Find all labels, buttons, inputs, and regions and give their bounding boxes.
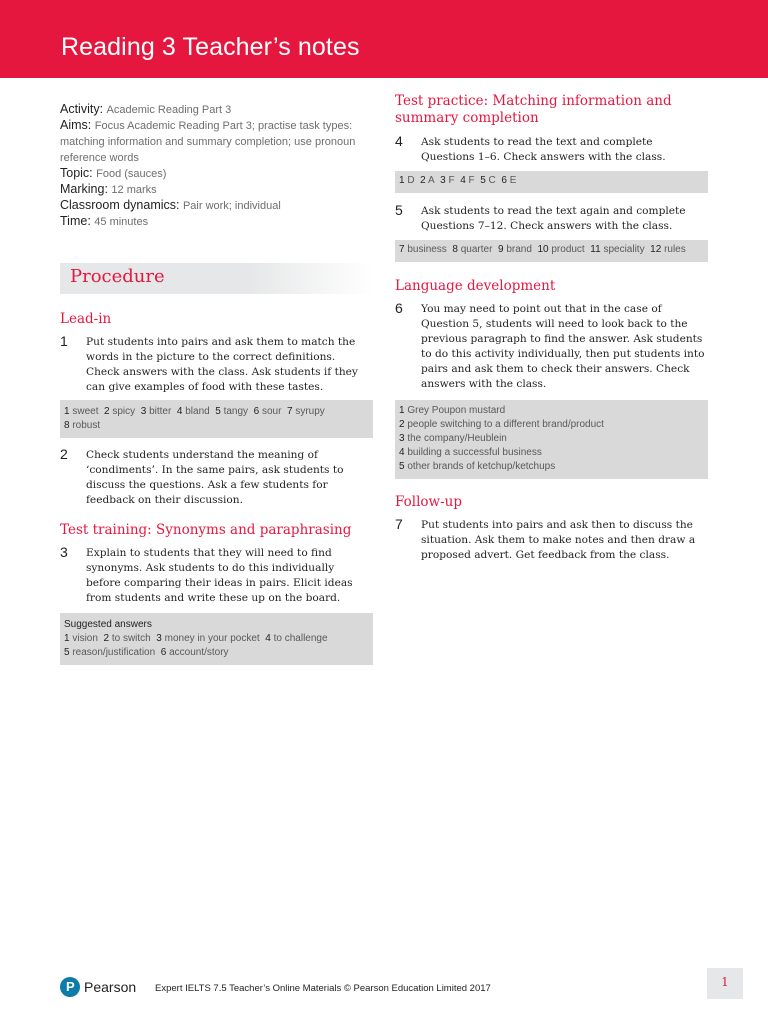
answer-text: vision	[72, 633, 98, 644]
answer-number: 8	[64, 420, 70, 431]
answer-number: 5	[480, 175, 486, 186]
answer-number: 3	[156, 633, 162, 644]
answer-text: business	[407, 244, 447, 255]
step-7	[395, 516, 708, 564]
answer-text: E	[509, 175, 517, 186]
answer-text: building a successful business	[407, 447, 542, 458]
followup-heading: Follow-up	[395, 494, 462, 510]
answer-text: to challenge	[273, 633, 328, 644]
answer-line	[399, 243, 704, 257]
answer-text: money in your pocket	[164, 633, 260, 644]
step-5	[395, 202, 708, 236]
answer-number: 5	[399, 461, 405, 472]
answer-number: 5	[64, 647, 70, 658]
practice-heading	[395, 93, 708, 127]
answer-number: 4	[176, 406, 183, 417]
answer-line	[399, 446, 704, 460]
practice-heading-line: Test practice: Matching information and	[395, 93, 672, 109]
answer-text: sweet	[72, 406, 99, 417]
answer-number: 1	[64, 406, 70, 417]
step-number: 7	[395, 516, 403, 532]
step-number: 5	[395, 202, 403, 218]
answer-number: 6	[160, 647, 167, 658]
procedure-banner	[60, 263, 373, 294]
pearson-logo-letter: P	[66, 979, 75, 994]
step-number: 2	[60, 446, 68, 462]
answer-line	[399, 418, 704, 432]
page-header	[0, 0, 768, 78]
activity-label: Activity:	[60, 102, 104, 116]
answer-text: brand	[506, 244, 532, 255]
time-row	[60, 214, 373, 230]
answer-line	[64, 405, 369, 419]
topic-label: Topic:	[60, 166, 93, 180]
answer-text: Grey Poupon mustard	[407, 405, 506, 416]
procedure-title: Procedure	[70, 266, 165, 287]
answer-number: 1	[399, 405, 405, 416]
language-answers-box	[395, 400, 708, 479]
step-text: Put students into pairs and ask them to match the words in the picture to the correct definitions. Check answers with the class. Ask students if they can give examples of food with these tastes.	[86, 336, 358, 393]
step-number: 1	[60, 333, 68, 349]
answer-text: quarter	[460, 244, 493, 255]
footer-copyright: Expert IELTS 7.5 Teacher’s Online Materials © Pearson Education Limited 2017	[155, 983, 491, 994]
step-2	[60, 446, 373, 508]
answer-number: 10	[537, 244, 549, 255]
page-number: 1	[721, 975, 729, 989]
pearson-brand: Pearson	[84, 979, 137, 995]
step-text: You may need to point out that in the case of Question 5, students will need to look back to the previous paragraph to find the answer. Ask students to do this activity individually, then put students into pairs and ask them to check their answers. Check answers with the class.	[421, 303, 705, 390]
answer-text: syrupy	[295, 406, 325, 417]
answer-text: D	[407, 175, 415, 186]
answer-number: 1	[399, 175, 405, 186]
practice-answers-box-1	[395, 171, 708, 193]
time-label: Time:	[60, 214, 91, 228]
dynamics-row	[60, 198, 373, 214]
answer-number: 4	[399, 447, 405, 458]
step-number: 4	[395, 133, 403, 149]
marking-label: Marking:	[60, 182, 108, 196]
step-number: 6	[395, 300, 403, 316]
answer-number: 8	[452, 244, 458, 255]
step-1	[60, 333, 373, 393]
answer-number: 9	[497, 244, 504, 255]
practice-heading-line: summary completion	[395, 110, 539, 126]
time-value: 45 minutes	[94, 216, 149, 228]
answer-text: people switching to a different brand/product	[407, 419, 604, 430]
topic-value: Food (sauces)	[96, 168, 167, 180]
answer-text: F	[448, 175, 455, 186]
page-title: Reading 3 Teacher’s notes	[61, 33, 360, 61]
dynamics-label: Classroom dynamics:	[60, 198, 180, 212]
aims-value: Focus Academic Reading Part 3; practise task types: matching information and summary completion; use pronoun reference words	[60, 120, 356, 164]
aims-row	[60, 118, 373, 166]
answer-number: 3	[440, 175, 446, 186]
answer-number: 4	[460, 175, 466, 186]
answer-line	[64, 419, 369, 433]
answer-text: A	[427, 175, 435, 186]
training-answers-box	[60, 613, 373, 665]
answer-number: 12	[650, 244, 662, 255]
answer-text: rules	[664, 244, 686, 255]
answer-text: sour	[261, 406, 282, 417]
answer-text: the company/Heublein	[407, 433, 507, 444]
answer-text: account/story	[169, 647, 229, 658]
step-number: 3	[60, 544, 68, 560]
answer-number: 2	[420, 175, 426, 186]
answer-number: 5	[215, 406, 221, 417]
answer-number: 1	[64, 633, 70, 644]
step-6	[395, 300, 708, 392]
step-text: Explain to students that they will need to find synonyms. Ask students to do this individually before comparing their ideas in pairs. Elicit ideas from students and write these up on the board.	[86, 547, 353, 604]
answer-text: speciality	[603, 244, 645, 255]
answer-number: 3	[140, 406, 147, 417]
language-heading: Language development	[395, 278, 556, 294]
topic-row	[60, 166, 373, 182]
step-text: Ask students to read the text again and complete Questions 7–12. Check answers with the class.	[421, 205, 686, 232]
practice-answers-box-2	[395, 240, 708, 262]
answer-number: 6	[253, 406, 260, 417]
answer-line	[399, 404, 704, 418]
answer-number: 7	[399, 244, 405, 255]
activity-info	[60, 102, 373, 230]
step-text: Ask students to read the text and complete Questions 1–6. Check answers with the class.	[421, 136, 666, 163]
answer-line	[64, 646, 369, 660]
answer-number: 4	[265, 633, 271, 644]
answer-line	[399, 432, 704, 446]
answer-text: reason/justification	[72, 647, 156, 658]
leadin-heading: Lead-in	[60, 311, 112, 327]
answer-text: spicy	[112, 406, 136, 417]
answer-text: C	[488, 175, 496, 186]
answer-text: F	[468, 175, 475, 186]
leadin-answers-box	[60, 400, 373, 438]
answer-text: robust	[72, 420, 101, 431]
answer-number: 2	[104, 406, 110, 417]
pearson-logo-icon	[60, 977, 80, 997]
answer-number: 6	[501, 175, 507, 186]
answer-line	[399, 174, 704, 188]
answer-number: 7	[286, 406, 293, 417]
suggested-answers-label: Suggested answers	[64, 619, 152, 630]
answer-text: bitter	[149, 406, 172, 417]
step-4	[395, 133, 708, 167]
activity-row	[60, 102, 373, 118]
answer-line	[399, 460, 704, 474]
answer-number: 2	[399, 419, 405, 430]
marking-row	[60, 182, 373, 198]
answer-line	[64, 632, 369, 646]
answer-number: 11	[590, 244, 601, 255]
aims-label: Aims:	[60, 118, 92, 132]
activity-value: Academic Reading Part 3	[106, 104, 232, 116]
answer-number: 2	[103, 633, 110, 644]
step-3	[60, 544, 373, 606]
dynamics-value: Pair work; individual	[182, 200, 281, 212]
answer-number: 3	[399, 433, 405, 444]
answer-text: product	[551, 244, 585, 255]
answer-text: other brands of ketchup/ketchups	[407, 461, 556, 472]
answer-text: tangy	[223, 406, 249, 417]
answer-text: to switch	[111, 633, 151, 644]
training-heading: Test training: Synonyms and paraphrasing	[60, 522, 352, 538]
page-number-box	[707, 968, 743, 999]
step-text: Check students understand the meaning of ‘condiments’. In the same pairs, ask students to discuss the questions. Ask a few students for feedback on their discussion.	[86, 449, 344, 506]
answer-text: bland	[185, 406, 210, 417]
marking-value: 12 marks	[111, 184, 157, 196]
step-text: Put students into pairs and ask then to discuss the situation. Ask them to make notes and then draw a proposed advert. Get feedback from the class.	[421, 519, 696, 561]
